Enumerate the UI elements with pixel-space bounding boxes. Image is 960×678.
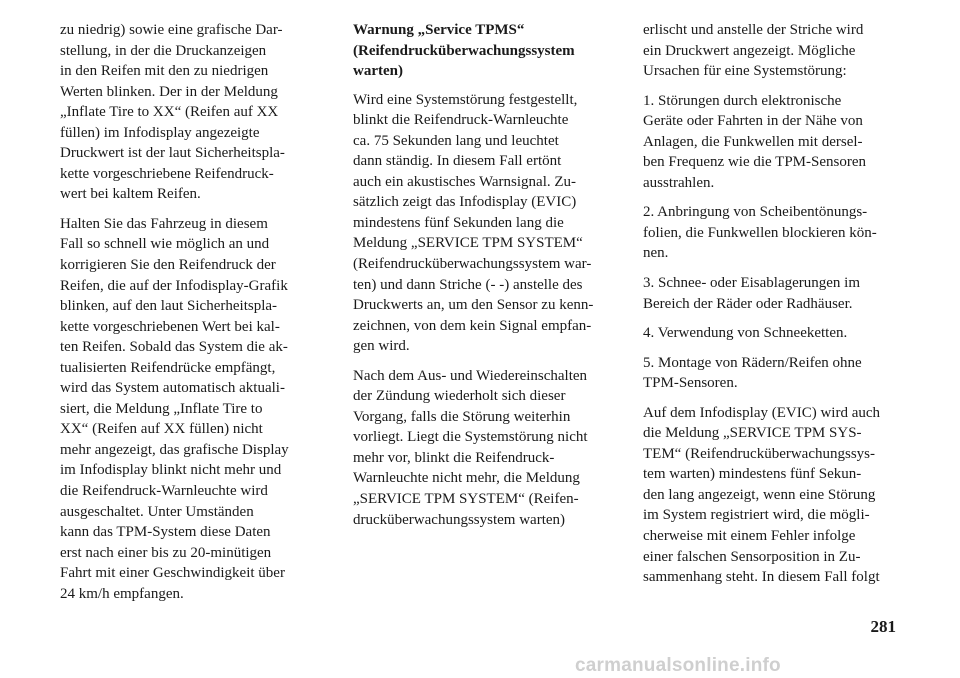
paragraph: Nach dem Aus- und Wiedereinschalten der Zündung wiederholt sich dieser Vorgang, falls die Störung weiterhin vorliegt. Liegt die Systemstörung nicht mehr vor, blinkt die Reifendruck- Warnleuchte nicht mehr, die Meldung „SERVICE TPM SYSTEM“ (Reifen- drucküberwachungssystem warten) [353, 367, 588, 528]
paragraph: erlischt und anstelle der Striche wird ein Druckwert angezeigt. Mögliche Ursachen für eine Systemstörung: [643, 22, 864, 80]
text-column-2 [353, 20, 623, 539]
list-item: 4. Verwendung von Schneeketten. [643, 325, 848, 342]
paragraph: Auf dem Infodisplay (EVIC) wird auch die Meldung „SERVICE TPM SYS- TEM“ (Reifendrucküberwachungssys- tem warten) mindestens fünf Sekun- den lang angezeigt, wenn eine Störung im System registriert wird, die mögli- cherweise mit einem Fehler infolge einer falschen Sensorposition in Zu- sammenhang steht. In diesem Fall folgt [643, 404, 881, 586]
list-item: 2. Anbringung von Scheibentönungs- folien, die Funkwellen blockieren kön- nen. [643, 204, 877, 262]
paragraph: zu niedrig) sowie eine grafische Dar- stellung, in der die Druckanzeigen in den Reifen mit den zu niedrigen Werten blinken. Der in der Meldung „Inflate Tire to XX“ (Reifen auf XX füllen) im Infodisplay angezeigte Druckwert ist der laut Sicherheitspla- kette vorgeschriebene Reifendruck- wert bei kaltem Reifen. [60, 22, 285, 203]
paragraph: Wird eine Systemstörung festgestellt, blinkt die Reifendruck-Warnleuchte ca. 75 Sekunden lang und leuchtet dann ständig. In diesem Fall ertönt auch ein akustisches Warnsignal. Zu- sätzlich zeigt das Infodisplay (EVIC) mindestens fünf Sekunden lang die Meldung „SERVICE TPM SYSTEM“ (Reifendrucküberwachungssystem war- ten) und dann Striche (- -) anstelle des Druckwerts an, um den Sensor zu kenn- zeichnen, von dem kein Signal empfan- gen wird. [353, 91, 594, 355]
paragraph: Halten Sie das Fahrzeug in diesem Fall so schnell wie möglich an und korrigieren Sie den Reifendruck der Reifen, die auf der Infodisplay-Grafik blinken, auf den laut Sicherheitspla- kette vorgeschriebenen Wert bei kal- ten Reifen. Sobald das System die ak- tualisierten Reifendrücke empfängt, wird das System automatisch aktuali- siert, die Meldung „Inflate Tire to XX“ (Reifen auf XX füllen) nicht mehr angezeigt, das grafische Display im Infodisplay blinkt nicht mehr und die Reifendruck-Warnleuchte wird ausgeschaltet. Unter Umständen kann das TPM-System diese Daten erst nach einer bis zu 20-minütigen Fahrt mit einer Geschwindigkeit über 24 km/h empfangen. [60, 215, 289, 602]
list-item: 1. Störungen durch elektronische Geräte oder Fahrten in der Nähe von Anlagen, die Funkwellen mit dersel- ben Frequenz wie die TPM-Sensoren ausstrahlen. [643, 92, 867, 191]
text-column-3 [643, 20, 913, 597]
section-heading: Warnung „Service TPMS“ (Reifendrucküberwachungssystem warten) [353, 22, 575, 80]
page-number: 281 [870, 617, 896, 636]
list-item: 3. Schnee- oder Eisablagerungen im Bereich der Räder oder Radhäuser. [643, 275, 861, 312]
watermark: carmanualsonline.info [575, 655, 781, 676]
list-item: 5. Montage von Rädern/Reifen ohne TPM-Sensoren. [643, 354, 862, 392]
text-column-1 [60, 20, 330, 613]
